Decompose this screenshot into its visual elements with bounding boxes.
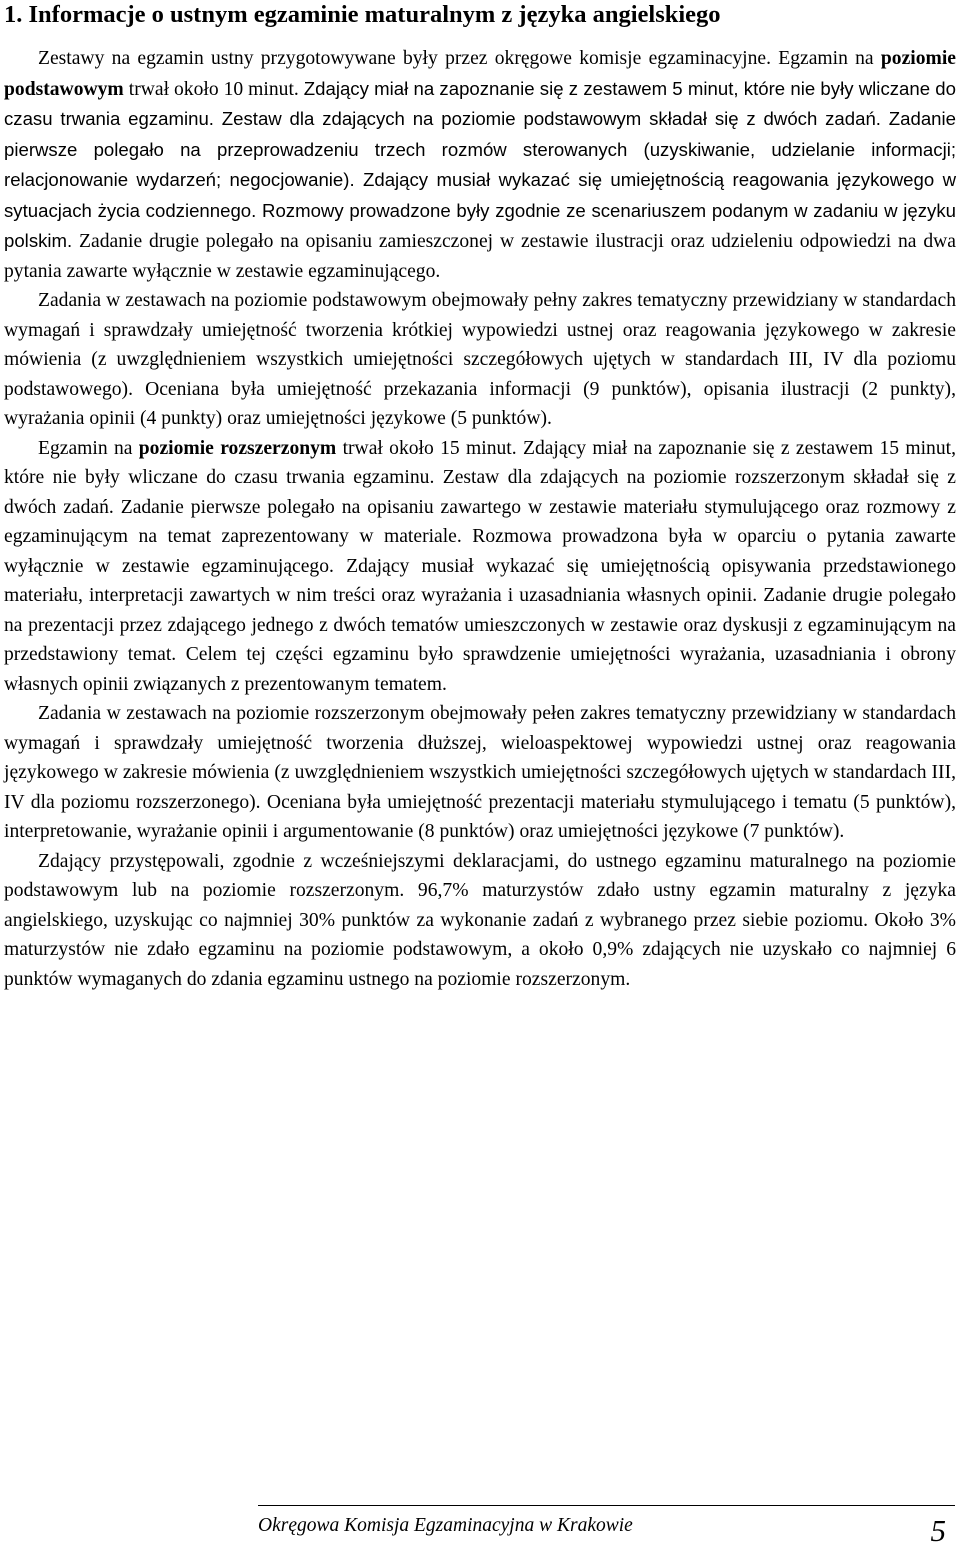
paragraph-text: Egzamin na <box>38 437 139 459</box>
paragraph-text: Zestawy na egzamin ustny przygotowywane były przez okręgowe komisje egzaminacyjne. Egzamin na <box>38 48 881 69</box>
paragraph-text: Zadanie drugie polegało na opisaniu zamieszczonej w zestawie ilustracji oraz udzieleniu odpowiedzi na dwa pytania zawarte wyłącznie w zestawie egzaminującego. <box>4 231 956 282</box>
footer-institution: Okręgowa Komisja Egzaminacyjna w Krakowie <box>258 1515 633 1536</box>
emphasis-basic-level: poziomie podstawowym <box>4 48 956 100</box>
paragraph-extended-level-scope: Zadania w zestawach na poziomie rozszerzonym obejmowały pełen zakres tematyczny przewidziany w standardach wymagań i sprawdzały umiejętność tworzenia dłuższej, wieloaspektowej wypowiedzi ustnej oraz reagowania językowego w zakresie mówienia (z uwzględnieniem wszystkich umiejętności szczegółowych ujętych w standardach III, IV dla poziomu rozszerzonego). Oceniana była umiejętność prezentacji materiału stymulującego i tematu (5 punktów), interpretowanie, wyrażanie opinii i argumentowanie (8 punktów) oraz umiejętności językowe (7 punktów). <box>4 703 956 842</box>
paragraph-results-summary: Zdający przystępowali, zgodnie z wcześniejszymi deklaracjami, do ustnego egzaminu maturalnego na poziomie podstawowym lub na poziomie rozszerzonym. 96,7% maturzystów zdało ustny egzamin maturalny z języka angielskiego, uzyskując co najmniej 30% punktów za wykonanie zadań z wybranego przez siebie poziomu. Około 3% maturzystów nie zdało egzaminu na poziomie podstawowym, a około 0,9% zdających nie uzyskało co najmniej 6 punktów wymaganych do zdania egzaminu ustnego na poziomie rozszerzonym. <box>4 850 956 990</box>
paragraph-text: Zdający miał na zapoznanie się z zestawem 5 minut, które nie były wliczane do czasu trwania egzaminu. Zestaw dla zdających na poziomie podstawowym składał się z dwóch zadań. Zadanie pierwsze polegało na przeprowadzeniu trzech rozmów sterowanych (uzyskiwanie, udzielanie informacji; relacjonowanie wydarzeń; negocjowanie). Zdający musiał wykazać się umiejętnością reagowania językowego w sytuacjach życia codziennego. Rozmowy prowadzone były zgodnie ze scenariuszem podanym w zadaniu w języku polskim. <box>4 77 956 251</box>
paragraph-text: trwał około 15 minut. Zdający miał na zapoznanie się z zestawem 15 minut, które nie były wliczane do czasu trwania egzaminu. Zestaw dla zdających na poziomie rozszerzonym składał się z dwóch zadań. Zadanie pierwsze polegało na opisaniu zawartego w zestawie materiału stymulującego oraz rozmowy z egzaminującym na temat zaprezentowany w materiale. Rozmowa prowadzona była w oparciu o pytania zawarte wyłącznie w zestawie egzaminującego. Zdający musiał wykazać się umiejętnością opisywania przedstawionego materiału, interpretacji zawartych w nim treści oraz wyrażania i uzasadniania własnych opinii. Zadanie drugie polegało na prezentacji przez zdającego jednego z dwóch tematów umieszczonych w zestawie oraz dyskusji z egzaminującym na przedstawiony temat. Celem tej części egzaminu było sprawdzenie umiejętności wyrażania, uzasadniania i obrony własnych opinii związanych z prezentowanym tematem. <box>4 437 956 695</box>
paragraph-basic-level-description <box>4 44 956 286</box>
paragraph-extended-level-description <box>4 434 956 700</box>
page-number: 5 <box>930 1513 946 1548</box>
footer-divider <box>258 1505 955 1506</box>
paragraph-basic-level-scope: Zadania w zestawach na poziomie podstawowym obejmowały pełny zakres tematyczny przewidziany w standardach wymagań i sprawdzały umiejętność tworzenia krótkiej wypowiedzi ustnej oraz reagowania językowego w zakresie mówienia (z uwzględnieniem wszystkich umiejętności szczegółowych ujętych w standardach III, IV dla poziomu podstawowego). Oceniana była umiejętność przekazania informacji (9 punktów), opisania ilustracji (2 punkty), wyrażania opinii (4 punkty) oraz umiejętności językowe (5 punktów). <box>4 290 956 429</box>
paragraph-text: trwał około 10 minut. <box>123 78 304 100</box>
emphasis-extended-level: poziomie rozszerzonym <box>138 437 337 459</box>
section-heading: 1. Informacje o ustnym egzaminie maturalnym z języka angielskiego <box>4 1 721 28</box>
document-body <box>4 44 956 994</box>
